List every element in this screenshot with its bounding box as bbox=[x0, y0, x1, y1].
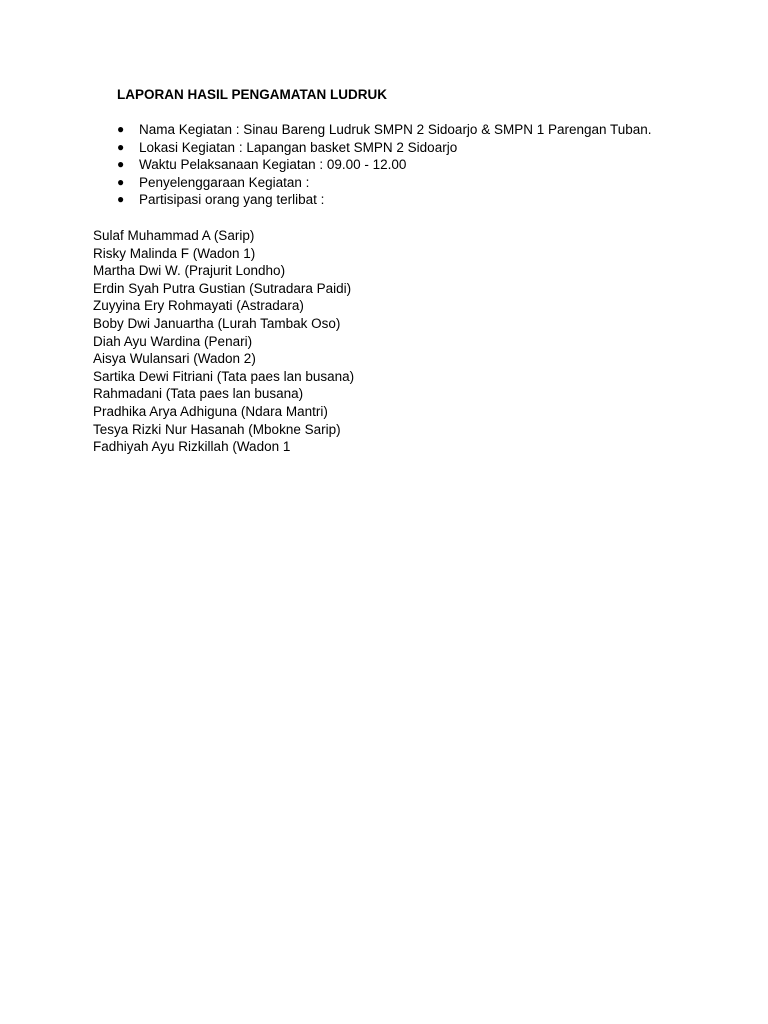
activity-details-list bbox=[117, 121, 657, 209]
participant-line: Sartika Dewi Fitriani (Tata paes lan busana) bbox=[93, 368, 355, 384]
bullet-icon: ● bbox=[117, 192, 125, 206]
participant-line: Tesya Rizki Nur Hasanah (Mbokne Sarip) bbox=[93, 421, 341, 437]
bullet-icon: ● bbox=[117, 157, 125, 171]
participant-line: Boby Dwi Januartha (Lurah Tambak Oso) bbox=[93, 315, 341, 331]
list-item bbox=[117, 191, 657, 209]
participant-line: Pradhika Arya Adhiguna (Ndara Mantri) bbox=[93, 403, 328, 419]
list-item-text: Partisipasi orang yang terlibat : bbox=[139, 192, 325, 207]
participants-list bbox=[93, 227, 693, 456]
list-item bbox=[117, 139, 657, 157]
participant-line: Rahmadani (Tata paes lan busana) bbox=[93, 386, 304, 402]
participant-line: Fadhiyah Ayu Rizkillah (Wadon 1 bbox=[93, 439, 291, 455]
bullet-icon: ● bbox=[117, 139, 125, 154]
participant-line: Sulaf Muhammad A (Sarip) bbox=[93, 228, 255, 243]
participant-line: Zuyyina Ery Rohmayati (Astradara) bbox=[93, 298, 304, 314]
participant-line: Aisya Wulansari (Wadon 2) bbox=[93, 351, 256, 367]
participant-line: Diah Ayu Wardina (Penari) bbox=[93, 333, 253, 349]
document-title: LAPORAN HASIL PENGAMATAN LUDRUK bbox=[117, 87, 387, 102]
bullet-icon: ● bbox=[117, 174, 125, 189]
list-item bbox=[117, 156, 657, 174]
participant-line: Erdin Syah Putra Gustian (Sutradara Paidi) bbox=[93, 280, 352, 296]
participant-line: Risky Malinda F (Wadon 1) bbox=[93, 245, 256, 261]
list-item bbox=[117, 174, 657, 192]
bullet-icon: ● bbox=[117, 122, 125, 136]
list-item-text: Nama Kegiatan : Sinau Bareng Ludruk SMPN 2 Sidoarjo & SMPN 1 Parengan Tuban. bbox=[139, 122, 652, 137]
participant-line: Martha Dwi W. (Prajurit Londho) bbox=[93, 263, 286, 279]
list-item bbox=[117, 121, 657, 139]
list-item-text: Lokasi Kegiatan : Lapangan basket SMPN 2 Sidoarjo bbox=[139, 139, 458, 155]
list-item-text: Waktu Pelaksanaan Kegiatan : 09.00 - 12.00 bbox=[139, 157, 407, 172]
list-item-text: Penyelenggaraan Kegiatan : bbox=[139, 174, 310, 190]
